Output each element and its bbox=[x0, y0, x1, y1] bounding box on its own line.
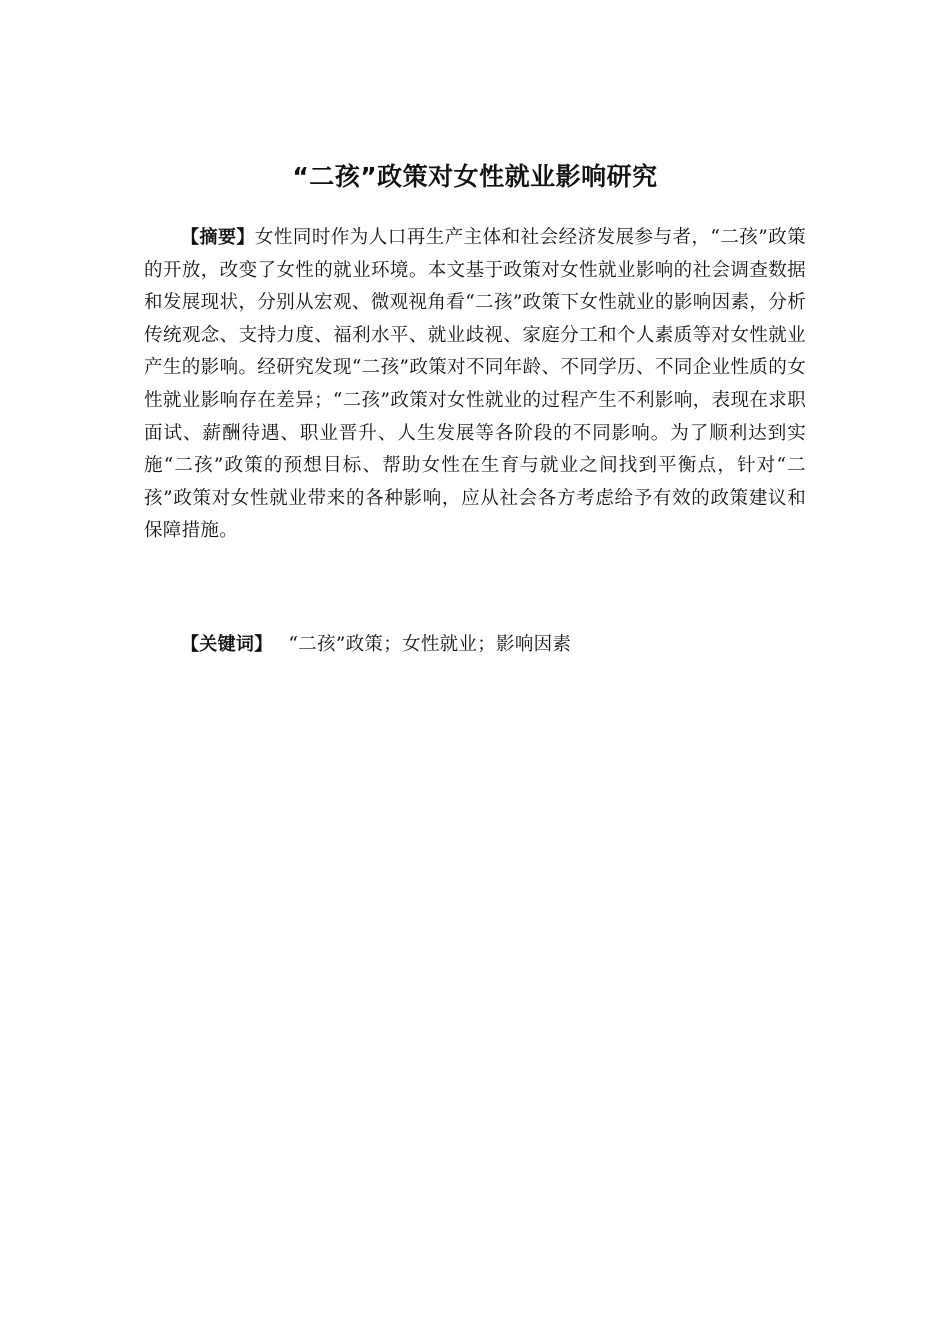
keywords-text: “二孩”政策；女性就业；影响因素 bbox=[288, 634, 572, 655]
keywords-line bbox=[181, 629, 806, 661]
abstract-label: 【摘要】 bbox=[181, 227, 255, 248]
abstract-paragraph bbox=[144, 222, 806, 548]
paper-title: “二孩”政策对女性就业影响研究 bbox=[292, 162, 658, 191]
keywords-label: 【关键词】 bbox=[181, 634, 273, 655]
abstract-text: 女性同时作为人口再生产主体和社会经济发展参与者，“二孩”政策的开放，改变了女性的就业环境。本文基于政策对女性就业影响的社会调查数据和发展现状，分别从宏观、微观视角看“二孩”政策下女性就业的影响因素，分析传统观念、支持力度、福利水平、就业歧视、家庭分工和个人素质等对女性就业产生的影响。经研究发现“二孩”政策对不同年龄、不同学历、不同企业性质的女性就业影响存在差异；“二孩”政策对女性就业的过程产生不利影响，表现在求职面试、薪酬待遇、职业晋升、人生发展等各阶段的不同影响。为了顺利达到实施“二孩”政策的预想目标、帮助女性在生育与就业之间找到平衡点，针对“二孩”政策对女性就业带来的各种影响，应从社会各方考虑给予有效的政策建议和保障措施。 bbox=[144, 227, 807, 542]
